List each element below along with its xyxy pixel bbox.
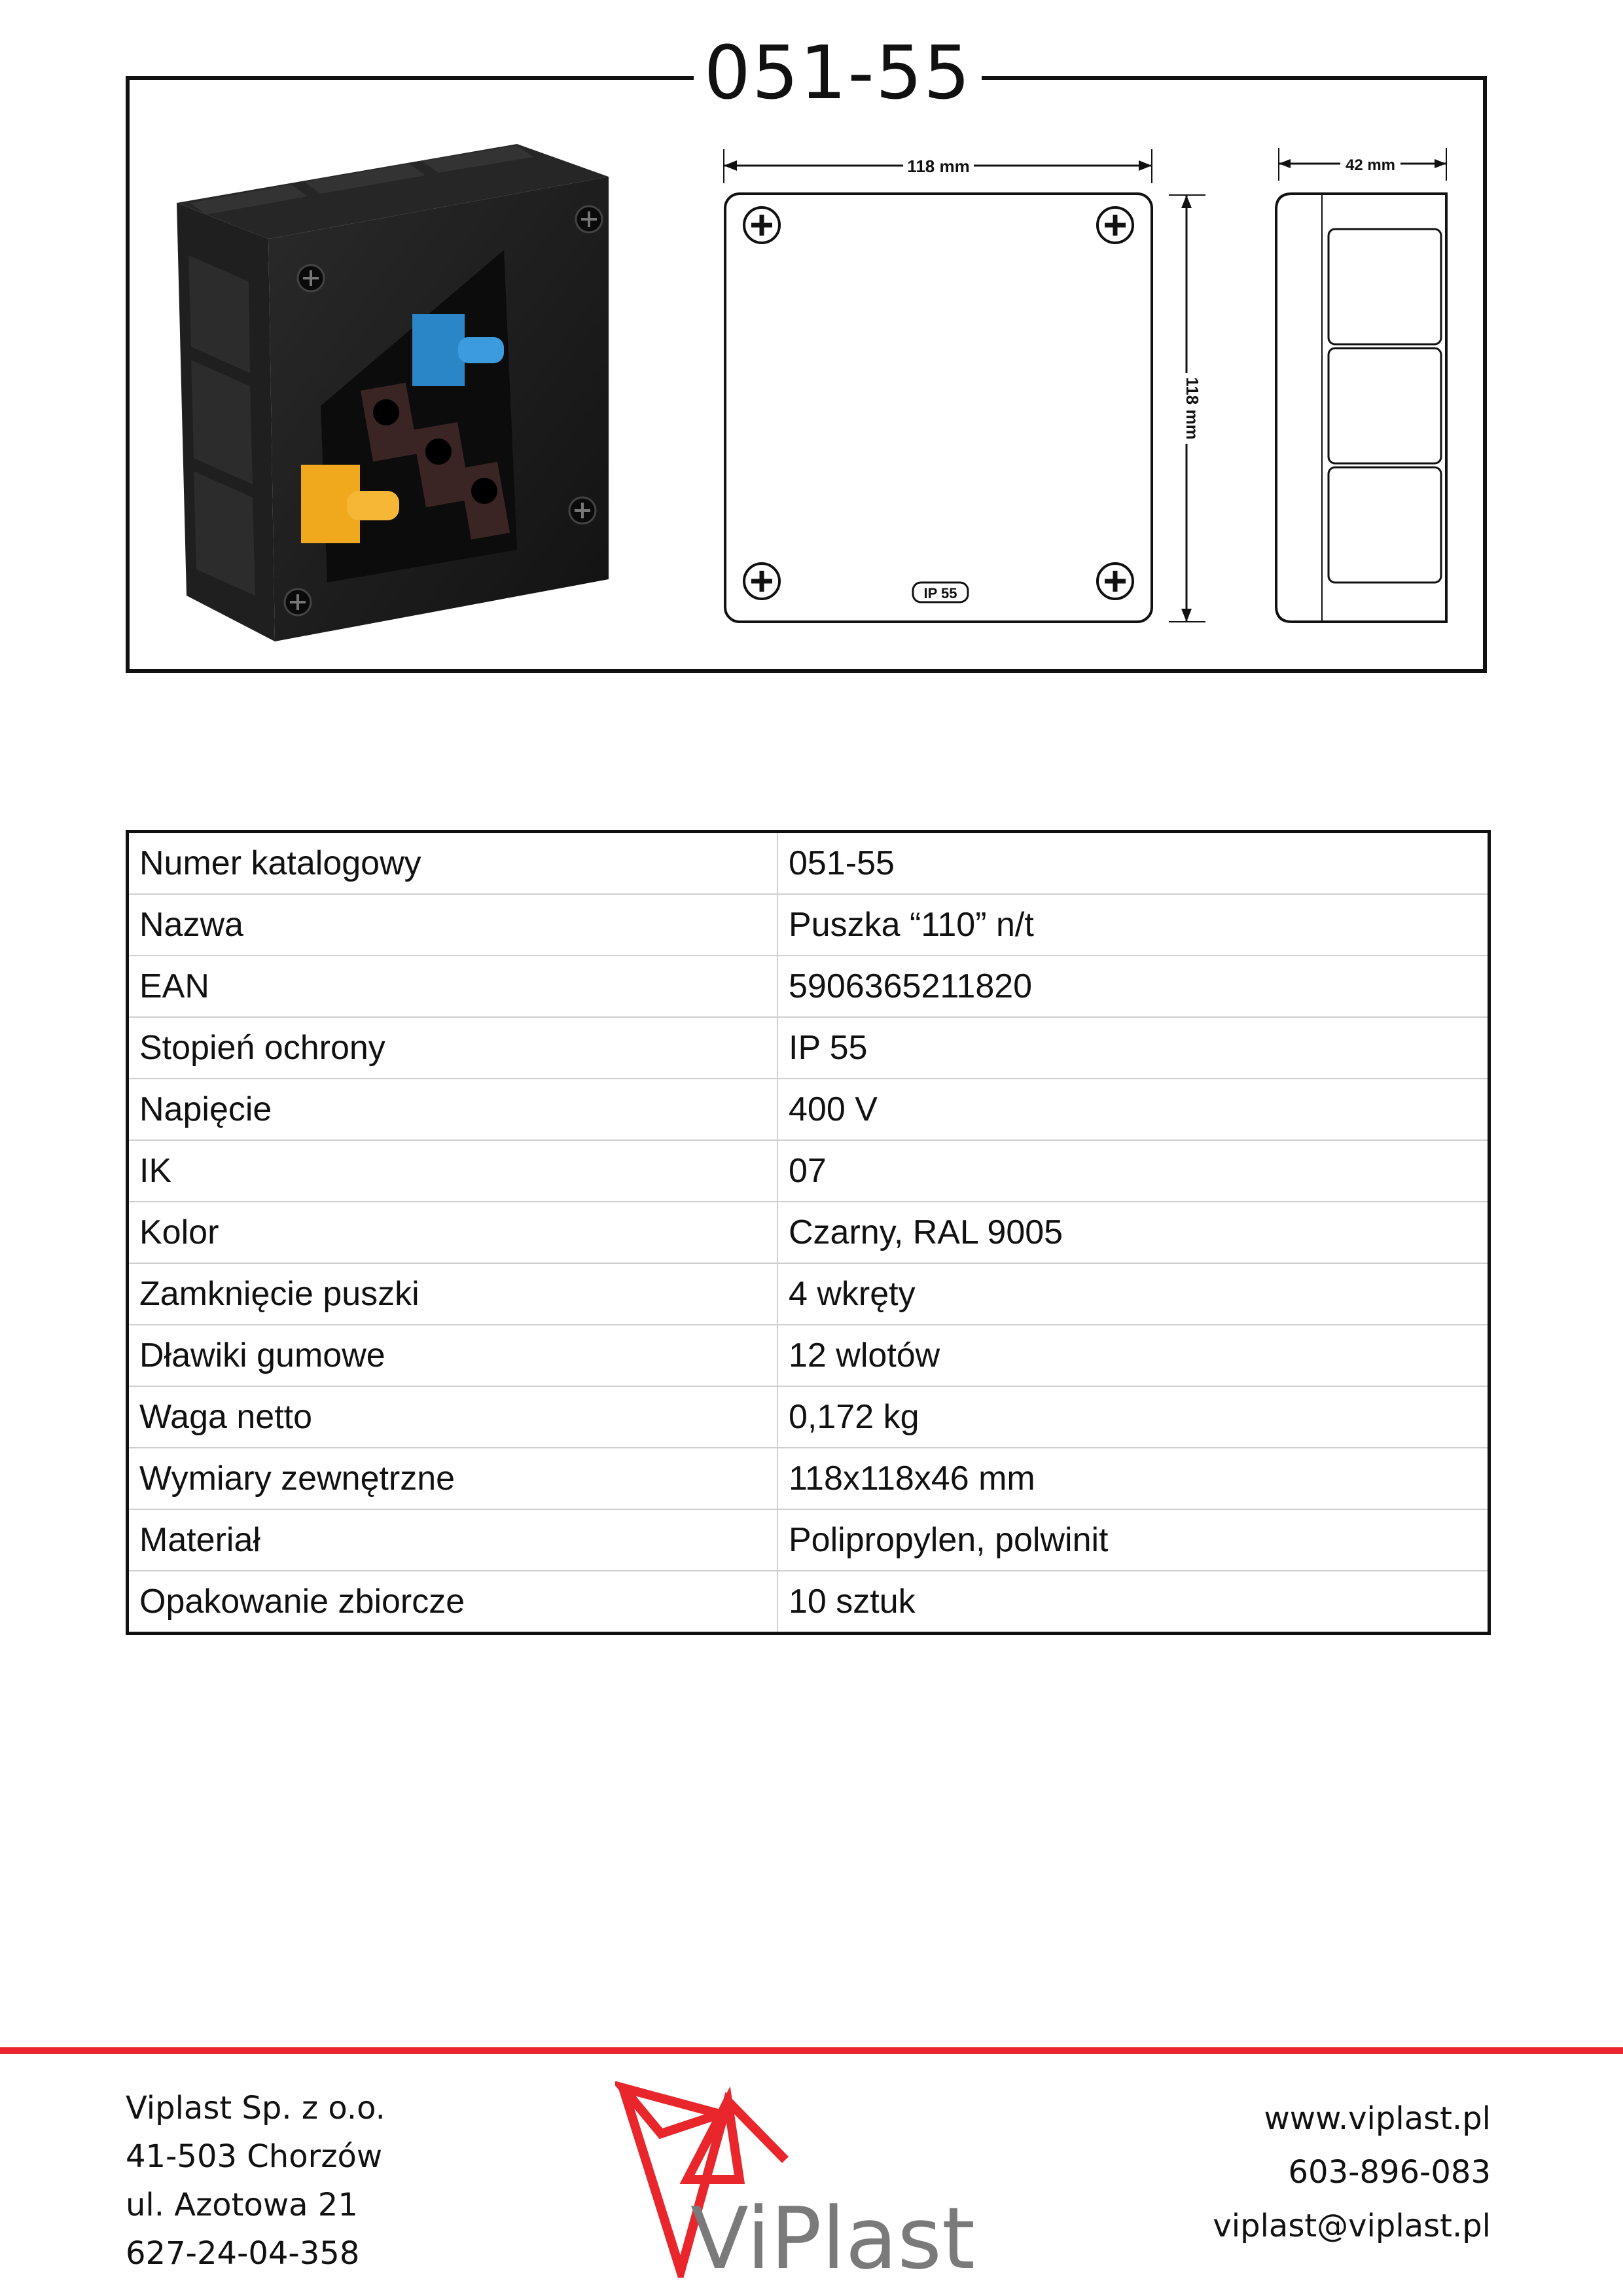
width-dimension-label: 118 mm bbox=[907, 156, 970, 176]
email-link[interactable]: viplast@viplast.pl bbox=[1213, 2208, 1491, 2244]
spec-value: 4 wkręty bbox=[777, 1263, 1489, 1325]
spec-label: EAN bbox=[128, 956, 778, 1017]
screw-icon bbox=[1097, 564, 1133, 599]
spec-value: 0,172 kg bbox=[777, 1386, 1489, 1448]
screw-icon bbox=[298, 265, 324, 291]
side-view-drawing bbox=[1263, 131, 1459, 655]
ip-badge: IP 55 bbox=[923, 585, 957, 601]
screw-icon bbox=[744, 564, 779, 599]
gland-outline bbox=[1329, 467, 1441, 583]
spec-label: Zamknięcie puszki bbox=[128, 1263, 778, 1325]
spec-row bbox=[128, 1202, 1489, 1263]
company-contact bbox=[1213, 2092, 1491, 2253]
page-title: 051-55 bbox=[694, 27, 982, 119]
gland-outline bbox=[1329, 229, 1441, 344]
spec-row bbox=[128, 1386, 1489, 1448]
spec-value: 07 bbox=[777, 1140, 1489, 1202]
spec-row bbox=[128, 894, 1489, 956]
spec-row bbox=[128, 1325, 1489, 1386]
spec-row bbox=[128, 1571, 1489, 1634]
lid-outline bbox=[725, 194, 1152, 622]
spec-row bbox=[128, 1140, 1489, 1202]
screw-icon bbox=[569, 497, 596, 524]
depth-dimension-label: 42 mm bbox=[1345, 156, 1396, 174]
spec-value: 400 V bbox=[777, 1079, 1489, 1140]
spec-value: Polipropylen, polwinit bbox=[777, 1509, 1489, 1571]
spec-value: Puszka “110” n/t bbox=[777, 894, 1489, 956]
screw-icon bbox=[744, 207, 779, 243]
product-photo bbox=[151, 98, 635, 655]
spec-label: IK bbox=[128, 1140, 778, 1202]
company-address bbox=[126, 2084, 385, 2278]
spec-label: Napięcie bbox=[128, 1079, 778, 1140]
screw-icon bbox=[1097, 207, 1133, 243]
spec-label: Waga netto bbox=[128, 1386, 778, 1448]
spec-value: 12 wlotów bbox=[777, 1325, 1489, 1386]
spec-label: Nazwa bbox=[128, 894, 778, 956]
phone-number[interactable]: 603-896-083 bbox=[1288, 2154, 1491, 2191]
spec-label: Opakowanie zbiorcze bbox=[128, 1571, 778, 1634]
spec-row bbox=[128, 1448, 1489, 1509]
company-street: ul. Azotowa 21 bbox=[126, 2187, 358, 2223]
spec-value: 10 sztuk bbox=[789, 1583, 916, 1621]
spec-row bbox=[128, 1017, 1489, 1079]
spec-row bbox=[128, 1263, 1489, 1325]
spec-value: 051-55 bbox=[777, 832, 1489, 895]
website-link[interactable]: www.viplast.pl bbox=[1264, 2100, 1491, 2137]
company-name: Viplast Sp. z o.o. bbox=[126, 2090, 385, 2126]
spec-row bbox=[128, 956, 1489, 1017]
company-city: 41-503 Chorzów bbox=[126, 2138, 383, 2175]
spec-label: Stopień ochrony bbox=[128, 1017, 778, 1079]
height-dimension-label: 118 mm bbox=[1183, 377, 1202, 440]
spec-row bbox=[128, 1079, 1489, 1140]
spec-label: Kolor bbox=[128, 1202, 778, 1263]
viplast-logo bbox=[615, 2081, 995, 2278]
spec-label: Wymiary zewnętrzne bbox=[128, 1448, 778, 1509]
side-outline bbox=[1276, 194, 1446, 622]
spec-value: 5906365211820 bbox=[777, 956, 1489, 1017]
gland-outline bbox=[1329, 348, 1441, 463]
spec-label: Materiał bbox=[128, 1509, 778, 1571]
spec-label: Numer katalogowy bbox=[128, 832, 778, 895]
logo-wordmark: ViPlast bbox=[690, 2189, 975, 2278]
blue-terminal bbox=[412, 314, 465, 386]
spec-value: IP 55 bbox=[777, 1017, 1489, 1079]
screw-icon bbox=[576, 206, 602, 232]
spec-value: Czarny, RAL 9005 bbox=[777, 1202, 1489, 1263]
spec-row bbox=[128, 1509, 1489, 1571]
spec-label: Dławiki gumowe bbox=[128, 1325, 778, 1386]
company-tax-id: 627-24-04-358 bbox=[126, 2235, 360, 2272]
spec-table bbox=[126, 830, 1491, 1635]
screw-icon bbox=[285, 589, 311, 615]
spec-row bbox=[128, 832, 1489, 895]
spec-value: 118x118x46 mm bbox=[777, 1448, 1489, 1509]
front-view-drawing bbox=[707, 131, 1230, 655]
footer-divider bbox=[0, 2047, 1623, 2054]
